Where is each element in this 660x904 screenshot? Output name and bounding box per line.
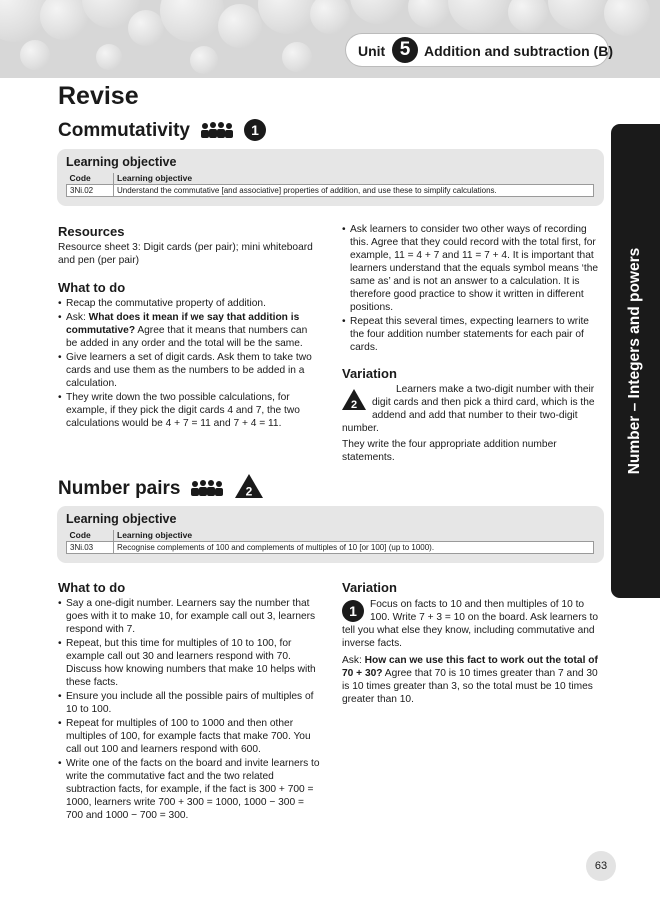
list-item: • They write down the two possible calculations, for example, if they pick the digit cards 4 and 7, the two calculations would be 4 + 7 = 11 and 7 + 4 = 11. bbox=[58, 391, 320, 430]
unit-label: Unit bbox=[358, 43, 386, 59]
number-1-circle-icon: 1 bbox=[244, 119, 266, 141]
objective-code: 3Ni.03 bbox=[67, 542, 114, 554]
what-to-do-heading: What to do bbox=[58, 280, 126, 295]
variation-block bbox=[342, 598, 604, 650]
unit-number-badge: 5 bbox=[392, 37, 418, 63]
list-item: • Repeat for multiples of 100 to 1000 and then other multiples of 100, for example facts that make 700. You call out 100 and learners respond with 600. bbox=[58, 717, 320, 756]
objective-column-header: Learning objective bbox=[114, 173, 594, 185]
objective-text: Recognise complements of 100 and complements of multiples of 10 [or 100] (up to 1000). bbox=[114, 542, 594, 554]
list-item: • Say a one-digit number. Learners say the number that goes with it to make 10, for example call out 3, learners respond with 7. bbox=[58, 597, 320, 636]
learning-objective-table bbox=[66, 530, 594, 554]
what-to-do-list bbox=[58, 297, 320, 430]
number-2-triangle-icon bbox=[235, 474, 263, 498]
resources-heading: Resources bbox=[58, 224, 125, 239]
variation-block bbox=[342, 383, 604, 435]
variation-text: Focus on facts to 10 and then multiples of 10 to 100. Write 7 + 3 = 10 on the board. Ask learners to tell you what else they know, including commutative and inverse facts. bbox=[342, 599, 599, 649]
learning-objective-table bbox=[66, 173, 594, 197]
section-title-commutativity: Commutativity bbox=[58, 120, 190, 141]
list-item: • Recap the commutative property of addition. bbox=[58, 297, 320, 310]
table-row bbox=[67, 185, 594, 197]
variation-text: Learners make a two-digit number with their digit cards and then pick a third card, which is the addend and add that number to their two-digit number. bbox=[342, 384, 595, 434]
learning-objective-box bbox=[57, 149, 604, 206]
variation-text-2: They write the four appropriate addition number statements. bbox=[342, 439, 557, 463]
what-to-do-heading: What to do bbox=[58, 580, 126, 595]
learning-objective-heading: Learning objective bbox=[66, 512, 177, 526]
objective-column-header: Learning objective bbox=[114, 530, 594, 542]
group-of-learners-icon bbox=[200, 121, 234, 139]
list-item: • Repeat, but this time for multiples of 10 to 100, for example call out 30 and learners respond with 70. Discuss how knowing numbers that make 10 helps with these facts. bbox=[58, 637, 320, 689]
section-badge-number: 2 bbox=[245, 484, 253, 498]
group-of-learners-icon bbox=[190, 479, 224, 497]
number-pairs-right-column bbox=[342, 580, 604, 706]
variation-badge-number: 2 bbox=[350, 399, 358, 410]
variation-ask-text: Ask: How can we use this fact to work out the total of 70 + 30? Agree that 70 is 10 times greater than 7 and 30 is 10 times greater than 3, so the total must be 10 times greater than 10. bbox=[342, 655, 598, 705]
commutativity-left-column bbox=[58, 224, 320, 431]
page-title: Revise bbox=[58, 82, 139, 110]
resources-text: Resource sheet 3: Digit cards (per pair); mini whiteboard and pen (per pair) bbox=[58, 242, 313, 266]
what-to-do-continued-list bbox=[342, 223, 604, 354]
number-1-circle-icon: 1 bbox=[342, 600, 364, 622]
list-item: • Ask learners to consider two other ways of recording this. Agree that they could record with the total first, for example, 11 = 4 + 7 and 11 = 7 + 4. It is important that learners understand that the equals symbol means ‘the same as’ and is not an answer to a calculation. It is therefore good practice to show it written in different positions. bbox=[342, 223, 604, 314]
variation-heading: Variation bbox=[342, 366, 397, 381]
list-item: • Give learners a set of digit cards. Ask them to take two cards and use them as the numbers to be added in a calculation. bbox=[58, 351, 320, 390]
list-item: • Ask: What does it mean if we say that addition is commutative? Agree that it means that numbers can be added in any order and the total will be the same. bbox=[58, 311, 320, 350]
learning-objective-box bbox=[57, 506, 604, 563]
learning-objective-heading: Learning objective bbox=[66, 155, 177, 169]
objective-text: Understand the commutative [and associative] properties of addition, and use these to simplify calculations. bbox=[114, 185, 594, 197]
what-to-do-list bbox=[58, 597, 320, 822]
variation-heading: Variation bbox=[342, 580, 397, 595]
commutativity-right-column bbox=[342, 223, 604, 464]
number-pairs-left-column bbox=[58, 580, 320, 823]
number-2-triangle-icon bbox=[342, 389, 366, 410]
side-tab-label: Number – Integers and powers bbox=[626, 247, 643, 475]
list-item: • Ensure you include all the possible pairs of multiples of 10 to 100. bbox=[58, 690, 320, 716]
list-item: • Write one of the facts on the board and invite learners to write the commutative fact and the two related subtraction facts, for example, if the fact is 300 + 700 = 1000, learners write 700 + 300 = 1000, 1000 − 300 = 700 and 1000 − 700 = 300. bbox=[58, 757, 320, 822]
objective-code: 3Ni.02 bbox=[67, 185, 114, 197]
section-title-number-pairs: Number pairs bbox=[58, 478, 181, 499]
page-number: 63 bbox=[586, 851, 616, 881]
unit-title: Addition and subtraction (B) bbox=[424, 43, 613, 59]
code-column-header: Code bbox=[69, 173, 91, 183]
table-row bbox=[67, 542, 594, 554]
code-column-header: Code bbox=[69, 530, 91, 540]
list-item: • Repeat this several times, expecting learners to write the four addition number statements for each pair of cards. bbox=[342, 315, 604, 354]
